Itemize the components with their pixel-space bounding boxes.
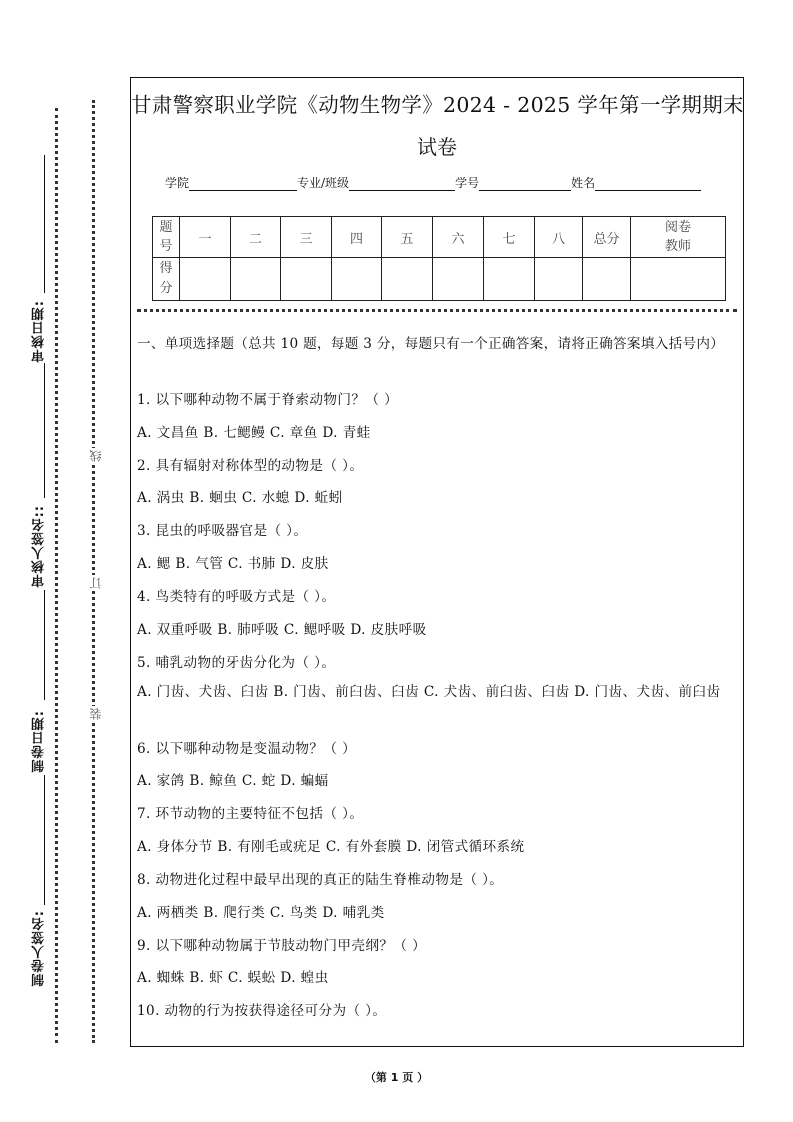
question-2: 2. 具有辐射对称体型的动物是（ ）。 <box>137 458 364 474</box>
exam-title: 甘肃警察职业学院《动物生物学》2024 - 2025 学年第一学期期末 <box>131 93 744 117</box>
question-9-options: A. 蜘蛛 B. 虾 C. 蜈蚣 D. 蝗虫 <box>137 970 329 986</box>
score-table <box>152 216 726 301</box>
reviewer-signature-label: 审核人签名:: <box>32 505 47 588</box>
question-8: 8. 动物进化过程中最早出现的真正的陆生脊椎动物是（ ）。 <box>137 872 504 888</box>
reviewer-signature-line-bottom <box>44 590 45 700</box>
major-class-field[interactable] <box>349 178 455 191</box>
column-header: 八 <box>535 217 583 258</box>
major-class-label: 专业/班级 <box>297 176 350 190</box>
score-table-score-row <box>153 258 726 301</box>
college-label: 学院 <box>165 176 190 190</box>
question-4-options: A. 双重呼吸 B. 肺呼吸 C. 鳃呼吸 D. 皮肤呼吸 <box>137 622 427 638</box>
college-field[interactable] <box>189 178 297 191</box>
question-3-options: A. 鳃 B. 气管 C. 书肺 D. 皮肤 <box>137 556 329 572</box>
column-header: 四 <box>332 217 382 258</box>
score-cell[interactable] <box>281 258 332 301</box>
binding-dotted-line-inner <box>92 100 95 1043</box>
cut-mark-bind: 订 <box>89 577 103 589</box>
column-header: 三 <box>281 217 332 258</box>
review-date-label: 审核日期: <box>32 300 47 363</box>
reviewer-signature-line-top <box>44 363 45 498</box>
binding-dotted-line-outer <box>55 108 58 1043</box>
grader-cell[interactable] <box>631 258 726 301</box>
question-2-options: A. 涡虫 B. 蛔虫 C. 水螅 D. 蚯蚓 <box>137 490 343 506</box>
column-header: 六 <box>433 217 484 258</box>
question-7-options: A. 身体分节 B. 有刚毛或疣足 C. 有外套膜 D. 闭管式循环系统 <box>137 839 525 855</box>
column-header: 七 <box>484 217 535 258</box>
score-cell[interactable] <box>433 258 484 301</box>
question-9: 9. 以下哪种动物属于节肢动物门甲壳纲？（ ） <box>137 938 427 954</box>
exam-title-subtitle: 试卷 <box>417 135 457 159</box>
score-cell[interactable] <box>484 258 535 301</box>
question-7: 7. 环节动物的主要特征不包括（ ）。 <box>137 806 364 822</box>
dotted-separator <box>137 309 737 312</box>
question-5: 5. 哺乳动物的牙齿分化为（ ）。 <box>137 655 336 671</box>
question-number-header: 题 号 <box>153 217 180 258</box>
question-8-options: A. 两栖类 B. 爬行类 C. 鸟类 D. 哺乳类 <box>137 905 385 921</box>
column-header: 五 <box>382 217 433 258</box>
score-cell[interactable] <box>332 258 382 301</box>
name-field[interactable] <box>595 178 701 191</box>
exam-paper-frame <box>130 77 744 1047</box>
compile-date-line <box>44 775 45 905</box>
column-header-total: 总分 <box>583 217 631 258</box>
score-cell[interactable] <box>382 258 433 301</box>
student-id-label: 学号 <box>455 176 480 190</box>
question-3: 3. 昆虫的呼吸器官是（ ）。 <box>137 523 308 539</box>
question-10: 10. 动物的行为按获得途径可分为（ ）。 <box>137 1003 387 1019</box>
score-cell-total[interactable] <box>583 258 631 301</box>
score-cell[interactable] <box>231 258 281 301</box>
cut-mark-line: 线 <box>89 450 103 462</box>
student-info-row <box>165 174 701 191</box>
column-header: 一 <box>180 217 231 258</box>
question-1: 1. 以下哪种动物不属于脊索动物门？（ ） <box>137 392 399 408</box>
score-cell[interactable] <box>180 258 231 301</box>
compile-date-label: 制卷日期: <box>32 710 47 773</box>
section-heading: 一、单项选择题（总共 10 题，每题 3 分，每题只有一个正确答案，请将正确答案填入括号内） <box>137 336 725 352</box>
score-header: 得 分 <box>153 258 180 301</box>
question-5-options: A. 门齿、犬齿、臼齿 B. 门齿、前臼齿、臼齿 C. 犬齿、前臼齿、臼齿 D. 门齿、犬齿、前臼齿 <box>137 684 721 700</box>
question-6: 6. 以下哪种动物是变温动物？（ ） <box>137 741 357 757</box>
cut-mark-install: 装 <box>89 708 103 720</box>
score-table-header-row <box>153 217 726 258</box>
review-date-line <box>44 155 45 293</box>
question-4: 4. 鸟类特有的呼吸方式是（ ）。 <box>137 589 336 605</box>
column-header: 二 <box>231 217 281 258</box>
grader-header: 阅卷 教师 <box>631 217 726 258</box>
question-6-options: A. 家鸽 B. 鲸鱼 C. 蛇 D. 蝙蝠 <box>137 773 329 789</box>
name-label: 姓名 <box>571 176 596 190</box>
compiler-signature-label: 制卷人签名: <box>32 910 47 987</box>
question-1-options: A. 文昌鱼 B. 七鳃鳗 C. 章鱼 D. 青蛙 <box>137 425 371 441</box>
score-cell[interactable] <box>535 258 583 301</box>
student-id-field[interactable] <box>479 178 571 191</box>
page-number: （第 1 页 ） <box>364 1071 429 1084</box>
